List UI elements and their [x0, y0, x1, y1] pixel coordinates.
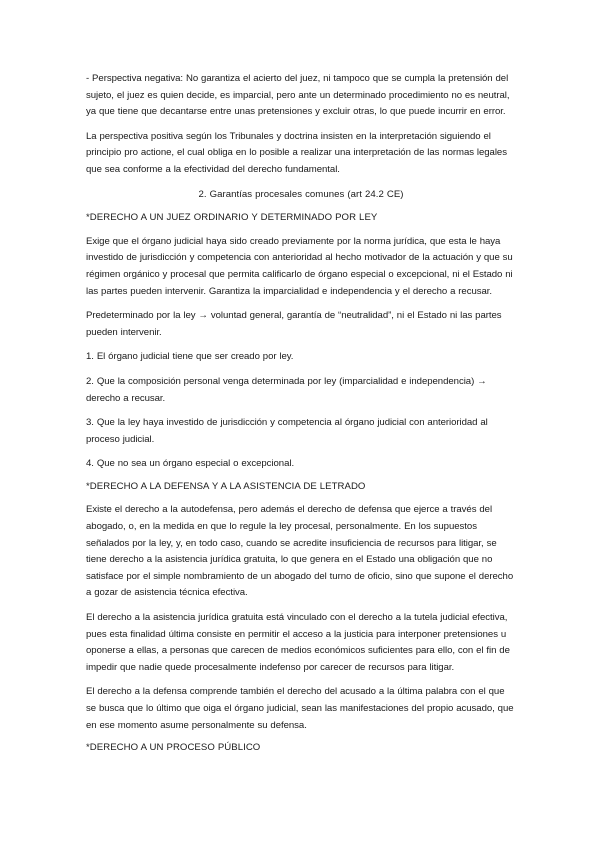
paragraph-asistencia-gratuita: El derecho a la asistencia jurídica gratuita está vinculado con el derecho a la tutela judicial efectiva, pues esta finalidad última consiste en permitir el acceso a la justicia para interponer pretensiones u oponerse a ellas, a personas que carecen de medios económicos suficientes para ello, con el fin de impedir que nadie quede procesalmente indefenso por carecer de recursos para litigar. [86, 612, 510, 673]
paragraph-predeterminado: Predeterminado por la ley → voluntad general, garantía de “neutralidad”, ni el Estado ni las partes pueden intervenir. [86, 310, 502, 338]
paragraph-juez-ordinario: Exige que el órgano judicial haya sido creado previamente por la norma jurídica, que esta le haya investido de jurisdicción y competencia con anterioridad al hecho motivador de la actuación y que su régimen orgánico y procesal que permita calificarlo de órgano especial o excepcional, ni el Estado ni las partes pueden intervenir. Garantiza la imparcialidad e independencia y el derecho a recusar. [86, 235, 513, 297]
document-body [86, 71, 516, 764]
list-item-3: 3. Que la ley haya investido de jurisdicción y competencia al órgano judicial con anterioridad al proceso judicial. [86, 417, 488, 445]
paragraph-positive-perspective: La perspectiva positiva según los Tribunales y doctrina insisten en la interpretación siguiendo el principio pro actione, el cual obliga en lo posible a realizar una interpretación de las normas legales que sea conforme a la efectividad del derecho fundamental. [86, 130, 507, 175]
heading-juez-ordinario: *DERECHO A UN JUEZ ORDINARIO Y DETERMINADO POR LEY [86, 212, 378, 224]
section-title: 2. Garantías procesales comunes (art 24.2 CE) [198, 188, 404, 200]
list-item-4: 4. Que no sea un órgano especial o excepcional. [86, 458, 295, 470]
paragraph-negative-perspective: - Perspectiva negativa: No garantiza el acierto del juez, ni tampoco que se cumpla la pretensión del sujeto, el juez es quien decide, es imparcial, pero ante un determinado procedimiento no es neutral, ya que tiene que decantarse entre unas pretensiones y excluir otras, lo que puede incurrir en error. [86, 73, 510, 118]
paragraph-autodefensa: Existe el derecho a la autodefensa, pero además el derecho de defensa que ejerce a través del abogado, o, en la medida en que lo regule la ley procesal, personalmente. En los supuestos señalados por la ley, y, en todo caso, cuando se acredite insuficiencia de recursos para litigar, se tiene derecho a la asistencia jurídica gratuita, lo que genera en el Estado una obligación que no satisface por el simple nombramiento de un abogado del turno de oficio, sino que supone el derecho a gozar de asistencia técnica efectiva. [86, 504, 514, 599]
heading-proceso-publico: *DERECHO A UN PROCESO PÚBLICO [86, 742, 261, 754]
list-item-1: 1. El órgano judicial tiene que ser creado por ley. [86, 351, 294, 363]
heading-defensa: *DERECHO A LA DEFENSA Y A LA ASISTENCIA DE LETRADO [86, 480, 366, 492]
list-item-2: 2. Que la composición personal venga determinada por ley (imparcialidad e independencia) → derecho a recusar. [86, 375, 487, 404]
paragraph-ultima-palabra: El derecho a la defensa comprende también el derecho del acusado a la última palabra con el que se busca que lo último que oiga el órgano judicial, sean las manifestaciones del propio acusado, que en ese momento asume personalmente su defensa. [86, 686, 514, 731]
